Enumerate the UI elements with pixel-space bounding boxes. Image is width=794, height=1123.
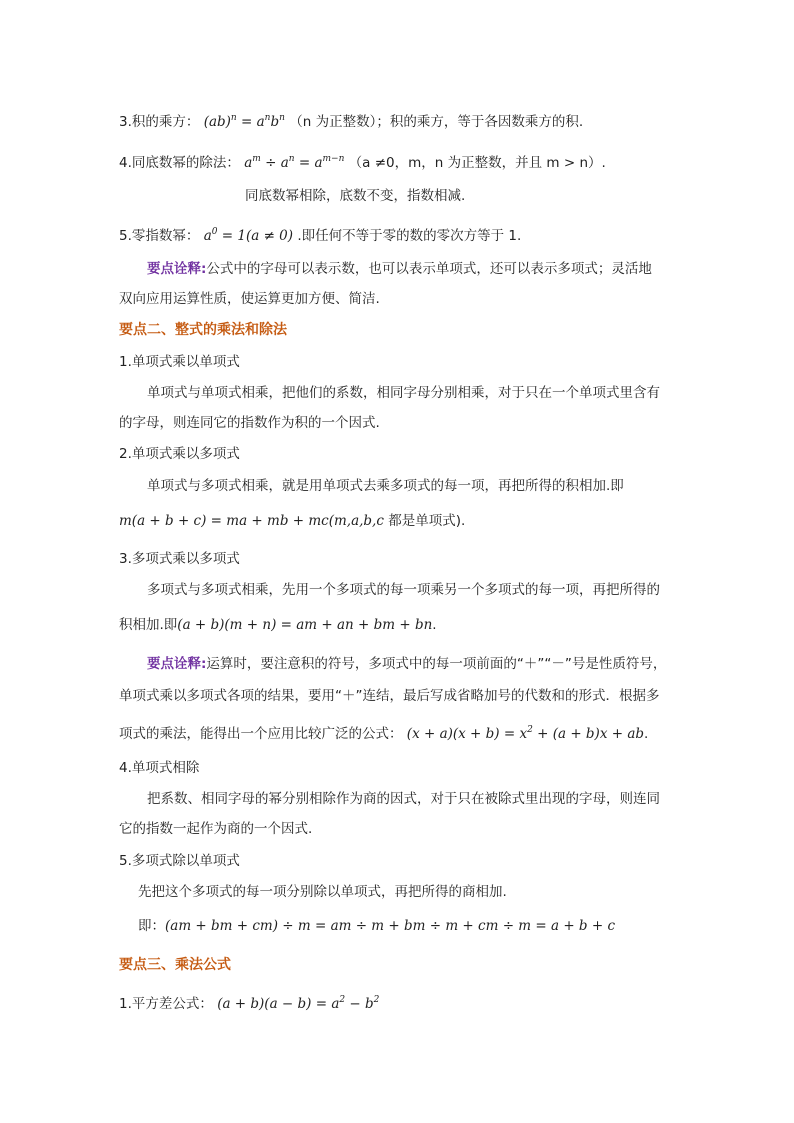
tip-paragraph-2-cont: 单项式乘以多项式各项的结果，要用“＋”连结，最后写成省略加号的代数和的形式．根据多 [119,688,660,704]
subsection-3-text: 多项式与多项式相乘，先用一个多项式的每一项乘另一个多项式的每一项，再把所得的 [147,582,660,598]
subsection-2-formula: m(a + b + c) = ma + mb + mc(m,a,b,c 都是单项式). [119,513,466,529]
section-heading-2: 要点二、整式的乘法和除法 [119,322,287,338]
subsection-5-text: 先把这个多项式的每一项分别除以单项式，再把所得的商相加. [138,884,507,900]
formula-zero-exponent: $a^0 = 1(a \ne 0)$ [203,227,294,244]
tip-paragraph-1: 要点诠释:公式中的字母可以表示数，也可以表示单项式，还可以表示多项式；灵活地 [147,261,652,277]
rule-zero-exponent: 5.零指数幂： $a^0 = 1(a \ne 0)$ .即任何不等于零的数的零次方等于 1. [119,227,522,244]
subsection-2-title: 2.单项式乘以多项式 [119,446,240,462]
subsection-5-title: 5.多项式除以单项式 [119,853,240,869]
subsection-3-title: 3.多项式乘以多项式 [119,551,240,567]
subsection-4-text-cont: 它的指数一起作为商的一个因式. [119,821,313,837]
formula-difference-of-squares: 1.平方差公式： $(a + b)(a - b) = a^2 - b^2$ [119,995,380,1012]
formula-same-base-division: $a^m \div a^n = a^{m-n}$ [244,154,345,171]
subsection-4-text: 把系数、相同字母的幂分别相除作为商的因式，对于只在被除式里出现的字母，则连同 [147,791,660,807]
formula-power-of-product: $(ab)^n = a^nb^n$ [203,113,285,130]
tip-paragraph-2: 要点诠释:运算时，要注意积的符号，多项式中的每一项前面的“＋”“－”号是性质符号， [147,656,667,672]
subsection-3-formula: 积相加.即(a + b)(m + n) = am + an + bm + bn. [119,617,437,633]
tip-label: 要点诠释: [147,261,207,277]
tip-label-2: 要点诠释: [147,656,207,672]
subsection-2-text: 单项式与多项式相乘，就是用单项式去乘多项式的每一项，再把所得的积相加.即 [147,478,624,494]
tip-paragraph-1-cont: 双向应用运算性质，使运算更加方便、简洁. [119,291,380,307]
rule-same-base-division: 4.同底数幂的除法： $a^m \div a^n = a^{m-n}$ （a ≠0，m，n 为正整数，并且 m > n）. [119,154,606,171]
subsection-4-title: 4.单项式相除 [119,760,200,776]
rule-power-of-product: 3.积的乘方： $(ab)^n = a^nb^n$ （n 为正整数）；积的乘方，等于各因数乘方的积. [119,113,584,130]
subsection-5-formula: 即：(am + bm + cm) ÷ m = am ÷ m + bm ÷ m + cm ÷ m = a + b + c [138,918,616,934]
subsection-1-title: 1.单项式乘以单项式 [119,354,240,370]
tip-paragraph-2-formula: 项式的乘法，能得出一个应用比较广泛的公式： $(x + a)(x + b) = x^2 + (a + b)x$ + ab. [119,725,649,742]
subsection-1-text: 单项式与单项式相乘，把他们的系数，相同字母分别相乘，对于只在一个单项式里含有 [147,385,660,401]
rule-same-base-division-note: 同底数幂相除，底数不变，指数相减. [245,188,466,204]
section-heading-3: 要点三、乘法公式 [119,957,231,973]
formula-general-product: $(x + a)(x + b) = x^2 + (a + b)x$ + ab [406,725,645,742]
subsection-1-text-cont: 的字母，则连同它的指数作为积的一个因式. [119,415,380,431]
